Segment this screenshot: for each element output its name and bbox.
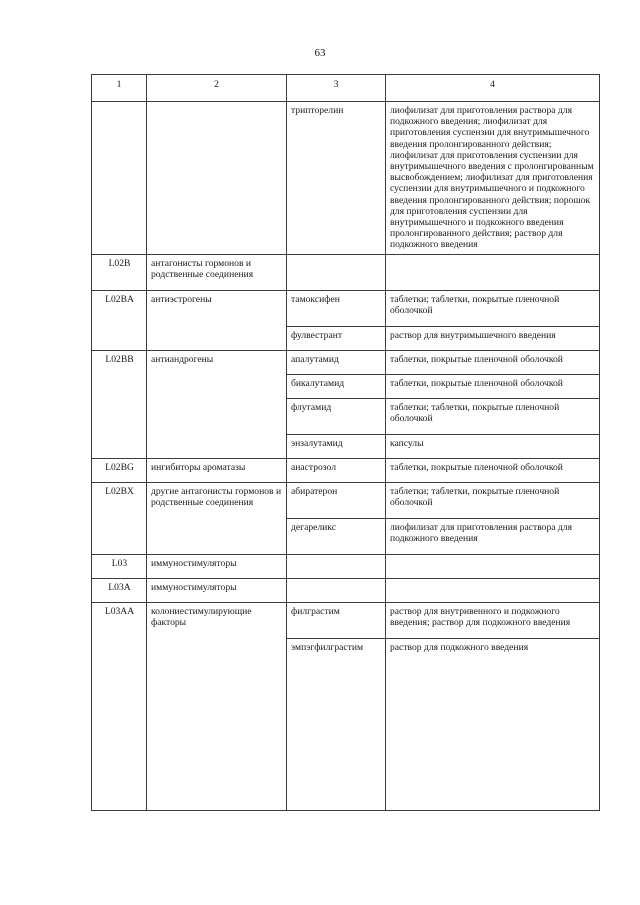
table-row xyxy=(92,254,600,290)
dosage-form-cell xyxy=(386,578,600,602)
dosage-form-cell: таблетки, покрытые пленочной оболочкой xyxy=(386,374,600,398)
drug-classification-table xyxy=(91,74,600,811)
group-name-cell: колониестимулирующие факторы xyxy=(147,602,287,810)
atc-code-cell: L02BX xyxy=(92,482,147,554)
drug-name-cell xyxy=(287,578,386,602)
atc-code-cell: L03 xyxy=(92,554,147,578)
atc-code-cell: L02BB xyxy=(92,350,147,458)
drug-name-cell: трипторелин xyxy=(287,102,386,255)
drug-name-cell: фулвестрант xyxy=(287,326,386,350)
column-header: 2 xyxy=(147,75,287,102)
dosage-form-cell xyxy=(386,554,600,578)
dosage-form-cell xyxy=(386,254,600,290)
table-row xyxy=(92,290,600,326)
dosage-form-cell: таблетки, покрытые пленочной оболочкой xyxy=(386,350,600,374)
atc-code-cell xyxy=(92,102,147,255)
atc-code-cell: L02BA xyxy=(92,290,147,350)
atc-code-cell: L03AA xyxy=(92,602,147,810)
group-name-cell: антагонисты гормонов и родственные соединения xyxy=(147,254,287,290)
drug-name-cell: энзалутамид xyxy=(287,434,386,458)
drug-name-cell: эмпэгфилграстим xyxy=(287,638,386,810)
table-row xyxy=(92,578,600,602)
atc-code-cell: L03A xyxy=(92,578,147,602)
dosage-form-cell: раствор для подкожного введения xyxy=(386,638,600,810)
dosage-form-cell: лиофилизат для приготовления раствора для подкожного введения; лиофилизат для приготовления суспензии для внутримышечного введения пролонгированного действия; лиофилизат для приготовления суспензии для внутримышечного введения с пролонгированным высвобождением; лиофилизат для приготовления суспензии для внутримышечного и подкожного введения пролонгированного действия; порошок для приготовления суспензии для внутримышечного и подкожного введения пролонгированного действия; раствор для подкожного введения xyxy=(386,102,600,255)
atc-code-cell: L02BG xyxy=(92,458,147,482)
group-name-cell: антиандрогены xyxy=(147,350,287,458)
group-name-cell: иммуностимуляторы xyxy=(147,554,287,578)
drug-name-cell: абиратерон xyxy=(287,482,386,518)
dosage-form-cell: раствор для внутривенного и подкожного введения; раствор для подкожного введения xyxy=(386,602,600,638)
column-header: 1 xyxy=(92,75,147,102)
atc-code-cell: L02B xyxy=(92,254,147,290)
drug-name-cell: дегареликс xyxy=(287,518,386,554)
table-row xyxy=(92,602,600,638)
column-header: 4 xyxy=(386,75,600,102)
dosage-form-cell: капсулы xyxy=(386,434,600,458)
column-header: 3 xyxy=(287,75,386,102)
table-row xyxy=(92,482,600,518)
table-row xyxy=(92,102,600,255)
group-name-cell: иммуностимуляторы xyxy=(147,578,287,602)
dosage-form-cell: раствор для внутримышечного введения xyxy=(386,326,600,350)
group-name-cell: другие антагонисты гормонов и родственные соединения xyxy=(147,482,287,554)
drug-name-cell: апалутамид xyxy=(287,350,386,374)
drug-name-cell: филграстим xyxy=(287,602,386,638)
table-header-row xyxy=(92,75,600,102)
table-row xyxy=(92,350,600,374)
dosage-form-cell: таблетки, покрытые пленочной оболочкой xyxy=(386,458,600,482)
dosage-form-cell: таблетки; таблетки, покрытые пленочной оболочкой xyxy=(386,290,600,326)
group-name-cell: ингибиторы ароматазы xyxy=(147,458,287,482)
table-row xyxy=(92,458,600,482)
dosage-form-cell: лиофилизат для приготовления раствора для подкожного введения xyxy=(386,518,600,554)
drug-name-cell: флутамид xyxy=(287,398,386,434)
drug-name-cell: анастрозол xyxy=(287,458,386,482)
drug-name-cell xyxy=(287,554,386,578)
drug-name-cell: бикалутамид xyxy=(287,374,386,398)
dosage-form-cell: таблетки; таблетки, покрытые пленочной оболочкой xyxy=(386,482,600,518)
group-name-cell xyxy=(147,102,287,255)
table-row xyxy=(92,554,600,578)
page-number: 63 xyxy=(314,47,326,59)
drug-name-cell xyxy=(287,254,386,290)
drug-name-cell: тамоксифен xyxy=(287,290,386,326)
group-name-cell: антиэстрогены xyxy=(147,290,287,350)
dosage-form-cell: таблетки; таблетки, покрытые пленочной оболочкой xyxy=(386,398,600,434)
